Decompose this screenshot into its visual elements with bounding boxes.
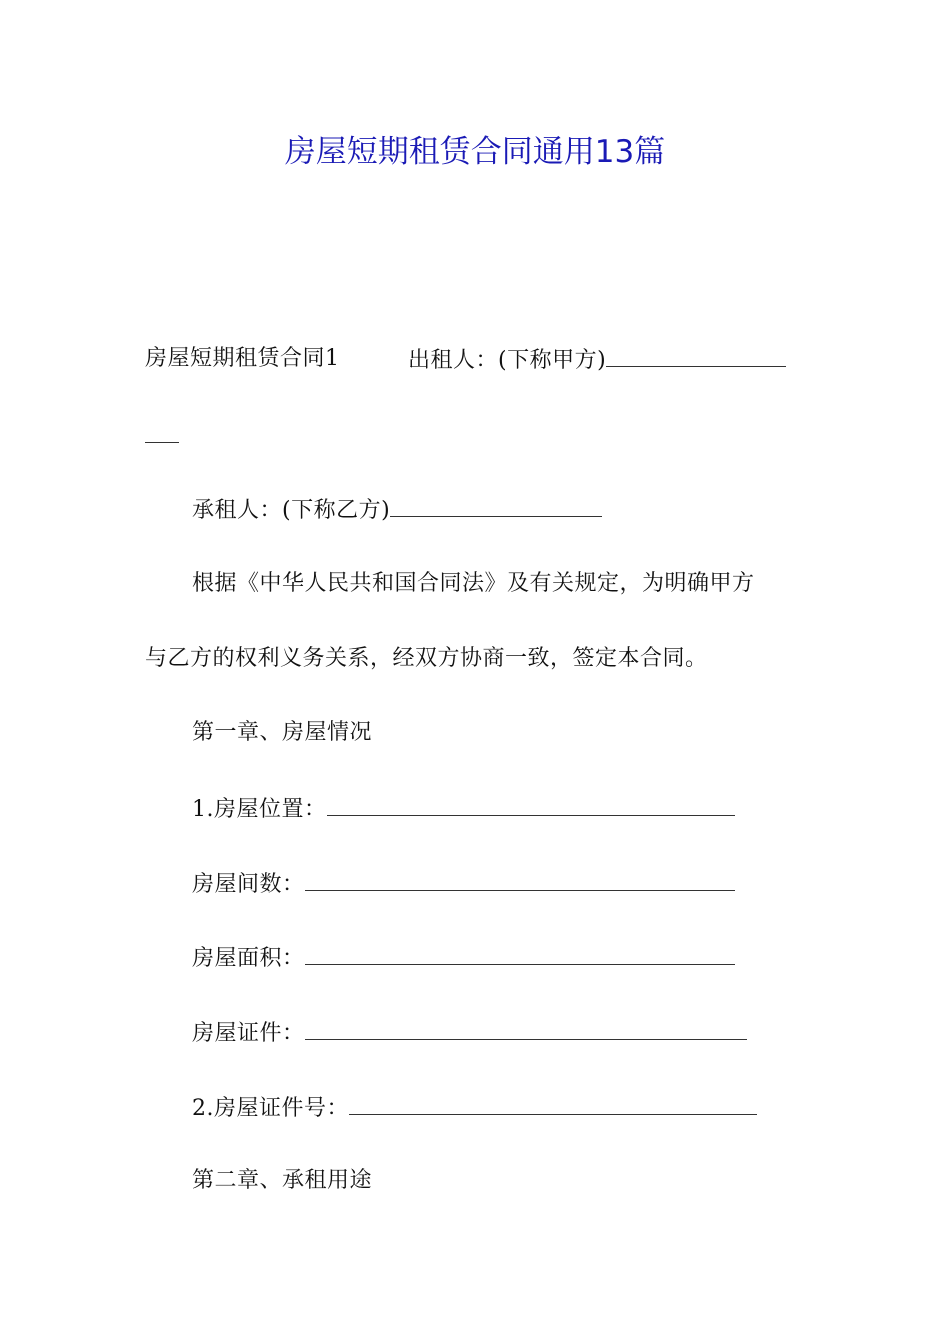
lessee-label: 承租人：(下称乙方) — [192, 498, 391, 523]
paragraph-intro-line-1: 根据《中华人民共和国合同法》及有关规定，为明确甲方 — [192, 571, 755, 596]
contract-number-label: 房屋短期租赁合同1 — [145, 346, 340, 371]
lessor-blank-end — [145, 420, 179, 443]
lessee-blank — [390, 494, 602, 517]
paragraph-contract-heading — [145, 344, 340, 374]
paragraph-lessee — [192, 494, 602, 526]
certificate-number-label: 2.房屋证件号： — [192, 1096, 349, 1121]
house-certificate-label: 房屋证件： — [192, 1021, 305, 1046]
certificate-number-blank — [349, 1092, 757, 1115]
house-location-label: 1.房屋位置： — [192, 797, 327, 822]
house-area-blank — [305, 942, 735, 965]
room-count-blank — [305, 868, 735, 891]
document-title: 房屋短期租赁合同通用13篇 — [284, 134, 666, 170]
house-location-blank — [327, 793, 735, 816]
house-area-label: 房屋面积： — [192, 946, 305, 971]
field-house-certificate — [192, 1017, 747, 1049]
room-count-label: 房屋间数： — [192, 872, 305, 897]
chapter-one-heading: 第一章、房屋情况 — [192, 720, 373, 745]
field-room-count — [192, 868, 735, 900]
lessor-blank — [606, 344, 786, 367]
house-certificate-blank — [305, 1017, 747, 1040]
field-house-location — [192, 793, 735, 825]
paragraph-lessor — [408, 344, 786, 376]
field-certificate-number — [192, 1092, 757, 1124]
field-house-area — [192, 942, 735, 974]
paragraph-intro-line-2: 与乙方的权利义务关系，经双方协商一致，签定本合同。 — [145, 646, 708, 671]
lessor-blank-continuation — [145, 420, 179, 452]
chapter-two-heading: 第二章、承租用途 — [192, 1168, 373, 1193]
lessor-label: 出租人：(下称甲方) — [408, 348, 607, 373]
